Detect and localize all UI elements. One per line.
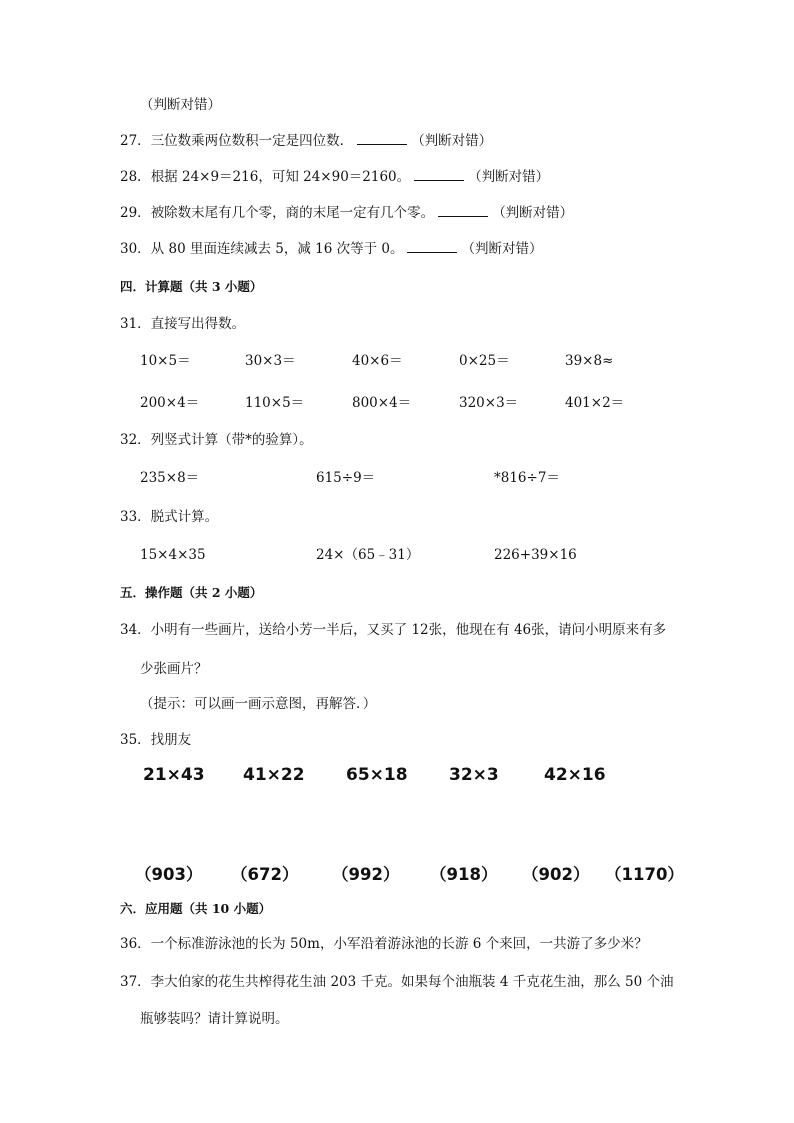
q32-item: 615÷9＝: [316, 470, 376, 486]
q35-answer[interactable]: （903）: [135, 865, 203, 884]
q26-judge-tail: （判断对错）: [140, 97, 221, 113]
q33-item: 24×（65﹣31）: [316, 547, 420, 563]
q31-title: 31．直接写出得数。: [120, 316, 246, 332]
q32-item: 235×8＝: [140, 470, 200, 486]
q33-title: 33．脱式计算。: [120, 509, 219, 525]
q31-item: 40×6＝: [352, 353, 403, 369]
q35-expression[interactable]: 42×16: [544, 765, 606, 785]
q33-item: 15×4×35: [140, 547, 206, 563]
section-5-heading: 五．操作题（共 2 小题）: [120, 585, 263, 600]
q32-title: 32．列竖式计算（带*的验算）。: [120, 432, 313, 448]
q37-line1: 37．李大伯家的花生共榨得花生油 203 千克。如果每个油瓶装 4 千克花生油，那么 50 个油: [120, 974, 674, 990]
q30-suffix: （判断对错）: [461, 241, 543, 257]
q28-answer-blank[interactable]: [414, 168, 464, 181]
q27-answer-blank[interactable]: [357, 132, 407, 145]
q35-answer[interactable]: （672）: [231, 865, 299, 884]
q31-item: 401×2＝: [565, 395, 625, 411]
q35-answer[interactable]: （1170）: [605, 865, 684, 884]
q29-suffix: （判断对错）: [492, 205, 574, 221]
q31-item: 39×8≈: [565, 353, 614, 369]
q35-expression[interactable]: 21×43: [143, 765, 205, 785]
q35-answer[interactable]: （902）: [522, 865, 590, 884]
q34-line1: 34．小明有一些画片，送给小芳一半后，又买了 12张，他现在有 46张，请问小明原来有多: [120, 622, 667, 638]
q33-item: 226+39×16: [494, 547, 577, 563]
q35-expression[interactable]: 41×22: [243, 765, 305, 785]
q28-text: 28．根据 24×9＝216，可知 24×90＝2160。: [120, 169, 411, 185]
q31-item: 10×5＝: [140, 353, 191, 369]
section-4-heading: 四．计算题（共 3 小题）: [120, 279, 263, 294]
q31-item: 320×3＝: [459, 395, 519, 411]
q31-item: 30×3＝: [245, 353, 296, 369]
q35-expression[interactable]: 32×3: [449, 765, 499, 785]
question-27: [120, 132, 492, 150]
q34-line2: 少张画片？: [140, 661, 208, 677]
q29-answer-blank[interactable]: [438, 204, 488, 217]
q35-title: 35．找朋友: [120, 732, 192, 748]
question-29: [120, 204, 573, 222]
q37-line2: 瓶够装吗？请计算说明。: [140, 1011, 289, 1027]
q31-item: 800×4＝: [352, 395, 412, 411]
q31-item: 0×25＝: [459, 353, 510, 369]
q34-hint: （提示：可以画一画示意图，再解答．）: [140, 696, 377, 712]
q31-item: 110×5＝: [245, 395, 305, 411]
q36-text: 36．一个标准游泳池的长为 50m，小军沿着游泳池的长游 6 个来回，一共游了多少米？: [120, 936, 648, 952]
q35-expression[interactable]: 65×18: [346, 765, 408, 785]
q30-text: 30．从 80 里面连续减去 5，减 16 次等于 0。: [120, 241, 404, 257]
question-30: [120, 240, 542, 258]
q29-text: 29．被除数末尾有几个零，商的末尾一定有几个零。: [120, 205, 435, 221]
q35-answer[interactable]: （992）: [332, 865, 400, 884]
q27-suffix: （判断对错）: [411, 133, 493, 149]
q35-answer[interactable]: （918）: [430, 865, 498, 884]
section-6-heading: 六．应用题（共 10 小题）: [120, 901, 272, 916]
q30-answer-blank[interactable]: [407, 240, 457, 253]
q31-item: 200×4＝: [140, 395, 200, 411]
q32-item: *816÷7＝: [494, 470, 560, 486]
q27-text: 27．三位数乘两位数积一定是四位数．: [120, 133, 354, 149]
q28-suffix: （判断对错）: [468, 169, 550, 185]
question-28: [120, 168, 549, 186]
